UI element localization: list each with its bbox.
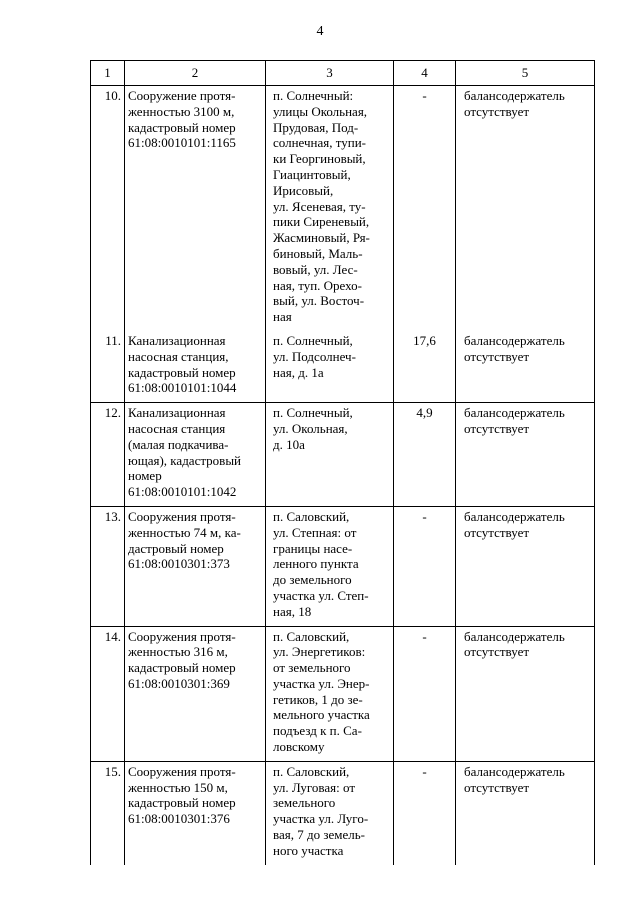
address-cell xyxy=(266,403,394,507)
row-number: 10. xyxy=(91,86,125,331)
row-number: 15. xyxy=(91,761,125,864)
address-cell xyxy=(266,331,394,403)
address: п. Солнечный: улицы Окольная, Прудовая, Под- солнечная, тупи- ки Георгиновый, Гиацинтовый, Ирисовый, ул. Ясеневая, ту- пики Сиреневый, Жасминовый, Ря- биновый, Маль- вовый, ул. Лес- ная, туп. Орехо- вый, ул. Восточ- ная xyxy=(273,88,370,325)
row-number: 11. xyxy=(91,331,125,403)
table-row xyxy=(91,626,595,761)
table-row xyxy=(91,761,595,864)
area-cell: - xyxy=(394,761,456,864)
column-header-5: 5 xyxy=(456,61,595,86)
row-number: 14. xyxy=(91,626,125,761)
object-name: Канализационная насосная станция, кадастровый номер 61:08:0010101:1044 xyxy=(128,332,237,396)
address: п. Солнечный, ул. Подсолнеч- ная, д. 1а xyxy=(273,332,356,380)
address-cell xyxy=(266,626,394,761)
address: п. Солнечный, ул. Окольная, д. 10а xyxy=(273,405,353,452)
holder: балансодержатель отсутствует xyxy=(464,628,565,660)
object-name-cell xyxy=(125,626,266,761)
address-cell xyxy=(266,761,394,864)
holder: балансодержатель отсутствует xyxy=(464,763,565,795)
address: п. Саловский, ул. Степная: от границы насе- ленного пункта до земельного участка ул. Степ- ная, 18 xyxy=(273,508,369,619)
object-name-cell xyxy=(125,506,266,626)
property-table xyxy=(90,60,595,865)
area-cell: 17,6 xyxy=(394,331,456,403)
object-name: Сооружения протя- женностью 74 м, ка- дастровый номер 61:08:0010301:373 xyxy=(128,508,241,572)
object-name: Канализационная насосная станция (малая подкачива- ющая), кадастровый номер 61:08:0010101:1042 xyxy=(128,405,242,500)
holder-cell xyxy=(456,86,595,331)
holder: балансодержатель отсутствует xyxy=(464,405,565,436)
area-cell: - xyxy=(394,86,456,331)
object-name: Сооружения протя- женностью 316 м, кадастровый номер 61:08:0010301:369 xyxy=(128,628,236,691)
area-cell: 4,9 xyxy=(394,403,456,507)
object-name-cell xyxy=(125,331,266,403)
table-header-row xyxy=(91,61,595,86)
area-cell: - xyxy=(394,626,456,761)
column-header-1: 1 xyxy=(91,61,125,86)
object-name-cell xyxy=(125,86,266,331)
holder-cell xyxy=(456,506,595,626)
address: п. Саловский, ул. Энергетиков: от земельного участка ул. Энер- гетиков, 1 до зе- мельного участка подъезд к п. Са- ловскому xyxy=(273,628,370,755)
row-number: 13. xyxy=(91,506,125,626)
row-number: 12. xyxy=(91,403,125,507)
holder-cell xyxy=(456,761,595,864)
object-name-cell xyxy=(125,403,266,507)
holder: балансодержатель отсутствует xyxy=(464,88,565,119)
table-row xyxy=(91,331,595,403)
object-name-cell xyxy=(125,761,266,864)
address-cell xyxy=(266,86,394,331)
holder-cell xyxy=(456,403,595,507)
page-number: 4 xyxy=(316,24,324,39)
holder: балансодержатель отсутствует xyxy=(464,508,565,540)
object-name: Сооружение протя- женностью 3100 м, кадастровый номер 61:08:0010101:1165 xyxy=(128,88,236,151)
column-header-2: 2 xyxy=(125,61,266,86)
address-cell xyxy=(266,506,394,626)
area-cell: - xyxy=(394,506,456,626)
address: п. Саловский, ул. Луговая: от земельного участка ул. Луго- вая, 7 до земель- ного участка xyxy=(273,763,369,858)
table-row xyxy=(91,506,595,626)
column-header-3: 3 xyxy=(266,61,394,86)
column-header-4: 4 xyxy=(394,61,456,86)
object-name: Сооружения протя- женностью 150 м, кадастровый номер 61:08:0010301:376 xyxy=(128,763,236,827)
table-row xyxy=(91,403,595,507)
holder-cell xyxy=(456,331,595,403)
holder: балансодержатель отсутствует xyxy=(464,332,565,364)
table-row xyxy=(91,86,595,331)
holder-cell xyxy=(456,626,595,761)
